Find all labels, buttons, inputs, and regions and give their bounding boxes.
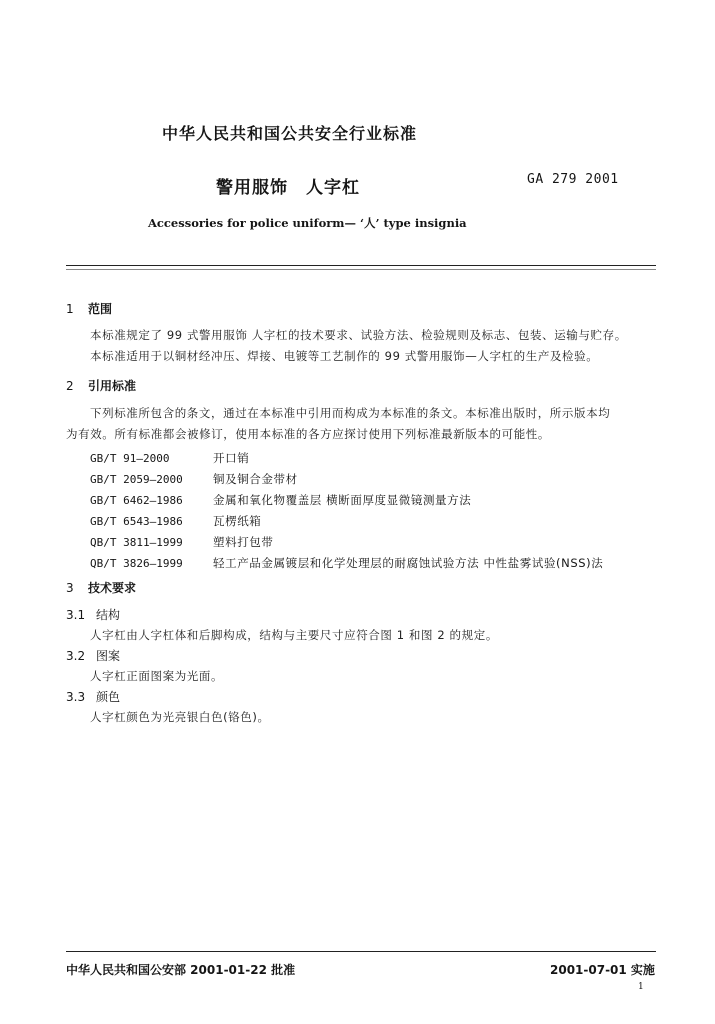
section-2-paragraph-line-1: 下列标准所包含的条文，通过在本标准中引用而构成为本标准的条文。本标准出版时，所示版本均 bbox=[90, 406, 611, 420]
reference-item bbox=[90, 552, 603, 571]
subsection-3-1-heading: 3.1 结构 bbox=[66, 608, 121, 622]
english-title: Accessories for police uniform— ‘人’ type insignia bbox=[148, 216, 467, 230]
subsection-3-2-heading: 3.2 图案 bbox=[66, 649, 121, 663]
reference-item bbox=[90, 447, 249, 466]
reference-code: GB/T 6543—1986 bbox=[90, 515, 183, 528]
reference-item bbox=[90, 468, 298, 487]
reference-code: GB/T 91—2000 bbox=[90, 452, 170, 465]
subsection-3-1-text: 人字杠由人字杠体和后脚构成，结构与主要尺寸应符合图 1 和图 2 的规定。 bbox=[90, 628, 498, 642]
reference-title: 塑料打包带 bbox=[213, 535, 274, 549]
reference-title: 瓦楞纸箱 bbox=[213, 514, 262, 528]
reference-code: GB/T 2059—2000 bbox=[90, 473, 183, 486]
reference-code: QB/T 3811—1999 bbox=[90, 536, 183, 549]
reference-code: GB/T 6462—1986 bbox=[90, 494, 183, 507]
reference-item bbox=[90, 489, 471, 508]
reference-title: 开口销 bbox=[213, 451, 250, 465]
reference-code: QB/T 3826—1999 bbox=[90, 557, 183, 570]
standard-organization: 中华人民共和国公共安全行业标准 bbox=[162, 124, 418, 143]
reference-title: 轻工产品金属镀层和化学处理层的耐腐蚀试验方法 中性盐雾试验(NSS)法 bbox=[213, 556, 604, 570]
section-1-paragraph-1: 本标准规定了 99 式警用服饰 人字杠的技术要求、试验方法、检验规则及标志、包装、运输与贮存。 bbox=[90, 328, 627, 342]
title-sub: 人字杠 bbox=[306, 178, 360, 198]
section-1-heading: 1 范围 bbox=[66, 302, 113, 316]
approval-statement: 中华人民共和国公安部 2001-01-22 批准 bbox=[66, 963, 296, 977]
reference-item bbox=[90, 510, 261, 529]
subsection-3-3-text: 人字杠颜色为光亮银白色(铬色)。 bbox=[90, 710, 270, 724]
section-1-paragraph-2: 本标准适用于以铜材经冲压、焊接、电镀等工艺制作的 99 式警用服饰—人字杠的生产及检验。 bbox=[90, 349, 599, 363]
title-main: 警用服饰 bbox=[216, 178, 288, 198]
subsection-3-2-text: 人字杠正面图案为光面。 bbox=[90, 669, 224, 683]
document-number: GA 279 2001 bbox=[527, 172, 619, 187]
section-2-paragraph-line-2: 为有效。所有标准都会被修订，使用本标准的各方应探讨使用下列标准最新版本的可能性。 bbox=[66, 427, 550, 441]
header-divider bbox=[66, 265, 656, 266]
section-2-heading: 2 引用标准 bbox=[66, 379, 137, 393]
reference-title: 铜及铜合金带材 bbox=[213, 472, 298, 486]
implementation-date: 2001-07-01 实施 bbox=[550, 963, 655, 977]
reference-title: 金属和氧化物覆盖层 横断面厚度显微镜测量方法 bbox=[213, 493, 472, 507]
footer-divider bbox=[66, 951, 656, 952]
document-title bbox=[216, 173, 360, 198]
reference-item bbox=[90, 531, 274, 550]
section-3-heading: 3 技术要求 bbox=[66, 581, 137, 595]
subsection-3-3-heading: 3.3 颜色 bbox=[66, 690, 121, 704]
page-number: 1 bbox=[638, 982, 644, 992]
header-divider-thin bbox=[66, 269, 656, 270]
